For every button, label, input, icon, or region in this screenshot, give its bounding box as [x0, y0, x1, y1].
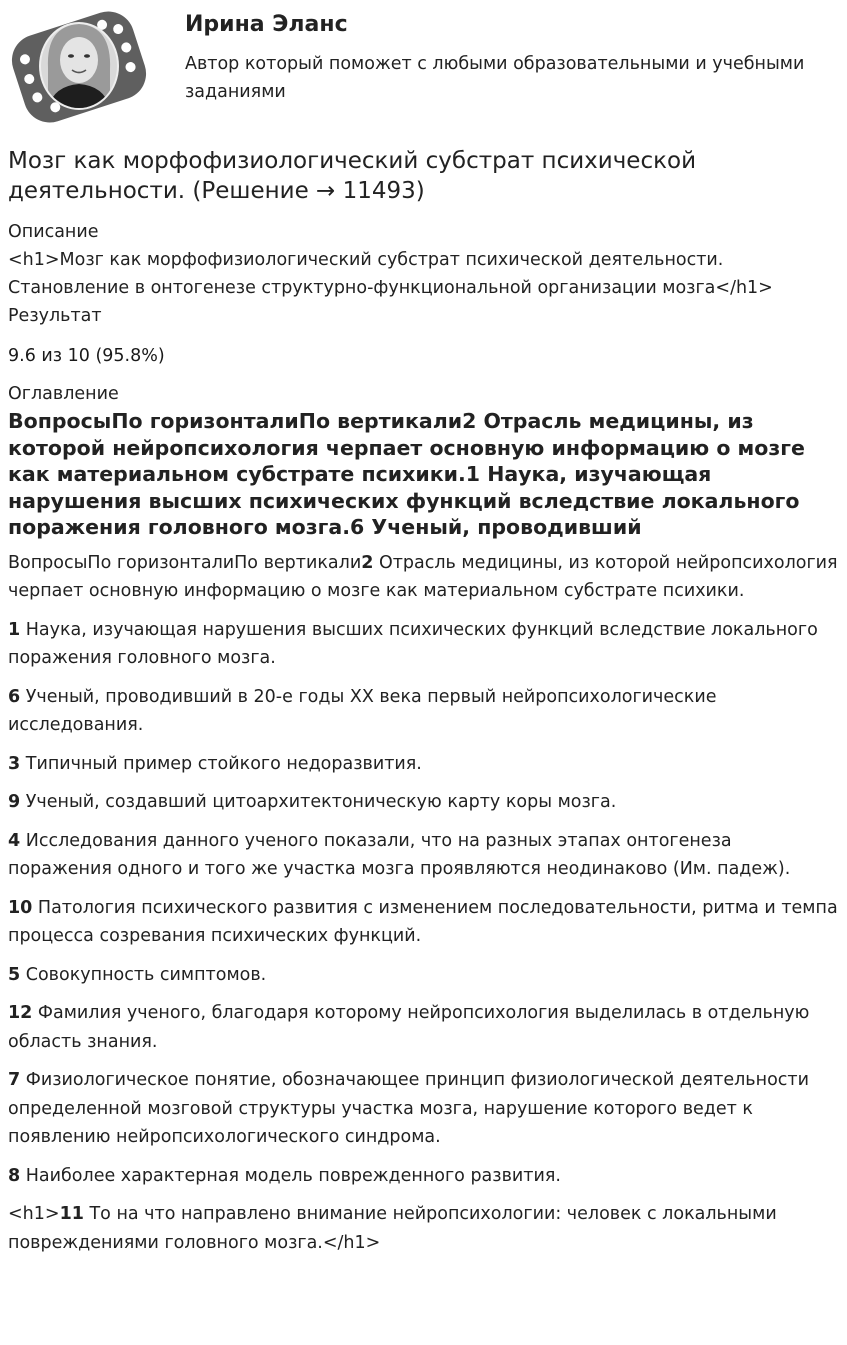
main-content	[8, 146, 840, 1257]
question-item	[8, 894, 840, 951]
portrait-in-film-frame-icon	[8, 8, 150, 126]
question-item	[8, 788, 840, 817]
question-item	[8, 827, 840, 884]
question-text: Фамилия ученого, благодаря которому нейропсихология выделилась в отдельную область знания.	[8, 1003, 810, 1052]
question-item	[8, 1066, 840, 1152]
question-number: 1	[8, 619, 21, 640]
question-prefix: <h1>	[8, 1204, 60, 1224]
score-value: 9.6 из 10 (95.8%)	[8, 346, 165, 366]
question-text: Исследования данного ученого показали, что на разных этапах онтогенеза поражения одного и того же участка мозга проявляются неодинаково (Им. падеж).	[8, 830, 791, 879]
question-number: 9	[8, 792, 21, 812]
author-card	[0, 0, 847, 135]
question-number: 3	[8, 753, 21, 774]
question-prefix: ВопросыПо горизонталиПо вертикали	[8, 552, 362, 573]
question-number: 5	[8, 964, 21, 985]
question-text: Наука, изучающая нарушения высших психических функций вследствие локального поражения головного мозга.	[8, 619, 818, 668]
author-bio: Автор который поможет с любыми образовательными и учебными заданиями	[185, 54, 805, 102]
question-item	[8, 999, 840, 1056]
question-number: 7	[8, 1070, 21, 1090]
questions-list	[8, 549, 840, 1258]
question-item	[8, 683, 840, 740]
description-line: <h1>Мозг как морфофизиологический субстрат психической деятельности.	[8, 250, 724, 270]
author-name: Ирина Эланс	[185, 12, 348, 37]
toc-label: Оглавление	[8, 384, 119, 404]
question-text: Ученый, создавший цитоархитектоническую карту коры мозга.	[20, 792, 617, 812]
question-number: 10	[8, 897, 33, 918]
question-text: Физиологическое понятие, обозначающее принцип физиологической деятельности определенной мозговой структуры участка мозга, нарушение которого ведет к появлению нейропсихологического синдрома.	[8, 1070, 809, 1147]
question-text: Наиболее характерная модель поврежденного развития.	[20, 1165, 561, 1186]
question-number: 12	[8, 1003, 33, 1023]
question-number: 8	[8, 1165, 21, 1186]
toc-heading: ВопросыПо горизонталиПо вертикали2 Отрасль медицины, из которой нейропсихология черпает основную информацию о мозге как материальном субстрате психики.1 Наука, изучающая нарушения высших психических функций вследствие локального поражения головного мозга.6 Ученый, проводивший	[8, 409, 805, 539]
question-item	[8, 961, 840, 990]
description-label: Описание	[8, 222, 99, 242]
question-item	[8, 1200, 840, 1257]
question-text: То на что направлено внимание нейропсихологии: человек с локальными повреждениями головного мозга.	[8, 1204, 777, 1253]
question-text: Патология психического развития с изменением последовательности, ритма и темпа процесса созревания психических функций.	[8, 897, 838, 946]
question-item	[8, 616, 840, 673]
question-item	[8, 549, 840, 606]
question-text: Типичный пример стойкого недоразвития.	[20, 753, 422, 774]
question-suffix: </h1>	[322, 1232, 381, 1253]
question-text: Ученый, проводивший в 20-е годы XX века первый нейропсихологические исследования.	[8, 686, 717, 735]
question-item	[8, 750, 840, 779]
page-title: Мозг как морфофизиологический субстрат психической деятельности. (Решение → 11493)	[8, 148, 697, 204]
question-text: Совокупность симптомов.	[20, 964, 267, 985]
question-number: 11	[59, 1204, 84, 1224]
description-line: Становление в онтогенезе структурно-функциональной организации мозга</h1>	[8, 278, 773, 298]
question-item	[8, 1162, 840, 1191]
question-text: Отрасль медицины, из которой нейропсихология черпает основную информацию о мозге как материальном субстрате психики.	[8, 552, 838, 601]
question-number: 4	[8, 830, 21, 851]
result-label: Результат	[8, 306, 102, 326]
question-number: 2	[361, 552, 374, 573]
question-number: 6	[8, 686, 21, 707]
